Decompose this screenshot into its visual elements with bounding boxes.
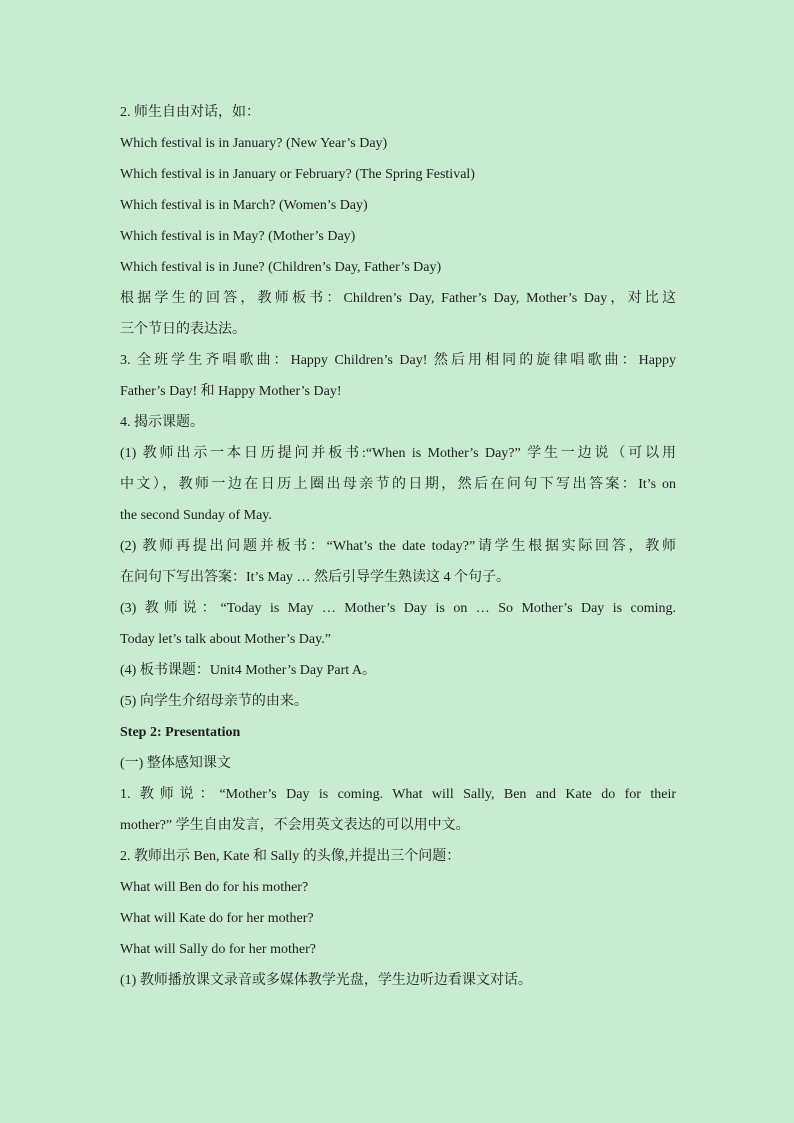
document-body — [120, 97, 676, 996]
text-line: (一) 整体感知课文 — [120, 756, 231, 771]
text-line: 根据学生的回答，教师板书：Children’s Day, Father’s Day, Mother’s Day，对比这 — [120, 291, 676, 306]
text-line: Which festival is in January? (New Year’s Day) — [120, 136, 388, 151]
text-line: (4) 板书课题：Unit4 Mother’s Day Part A。 — [120, 663, 376, 678]
text-line: What will Ben do for his mother? — [120, 880, 309, 895]
text-line: Today let’s talk about Mother’s Day.” — [120, 632, 331, 647]
text-line: 3. 全班学生齐唱歌曲：Happy Children’s Day! 然后用相同的旋律唱歌曲：Happy — [120, 353, 676, 368]
text-line: Which festival is in June? (Children’s Day, Father’s Day) — [120, 260, 442, 275]
text-line: (2) 教师再提出问题并板书：“What’s the date today?”请学生根据实际回答，教师 — [120, 539, 676, 554]
text-line: (3) 教师说：“Today is May … Mother’s Day is on … So Mother’s Day is coming. — [120, 601, 676, 616]
text-line: (5) 向学生介绍母亲节的由来。 — [120, 694, 308, 709]
section-heading: Step 2: Presentation — [120, 725, 241, 740]
text-line: 三个节日的表达法。 — [120, 322, 246, 337]
text-line: 在问句下写出答案：It’s May … 然后引导学生熟读这 4 个句子。 — [120, 570, 511, 585]
text-line: 中文），教师一边在日历上圈出母亲节的日期，然后在问句下写出答案：It’s on — [120, 477, 676, 492]
text-line: 4. 揭示课题。 — [120, 415, 204, 430]
text-line: Which festival is in May? (Mother’s Day) — [120, 229, 356, 244]
text-line: (1) 教师播放课文录音或多媒体教学光盘，学生边听边看课文对话。 — [120, 973, 532, 988]
text-line: Which festival is in March? (Women’s Day) — [120, 198, 368, 213]
text-line: 1. 教师说：“Mother’s Day is coming. What will Sally, Ben and Kate do for their — [120, 787, 676, 802]
text-line: What will Sally do for her mother? — [120, 942, 316, 957]
text-line: (1) 教师出示一本日历提问并板书:“When is Mother’s Day?” 学生一边说（可以用 — [120, 446, 676, 461]
text-line: the second Sunday of May. — [120, 508, 272, 523]
document-page — [120, 97, 676, 996]
text-line: Father’s Day! 和 Happy Mother’s Day! — [120, 384, 342, 399]
text-line: 2. 教师出示 Ben, Kate 和 Sally 的头像,并提出三个问题： — [120, 849, 461, 864]
text-line: What will Kate do for her mother? — [120, 911, 314, 926]
text-line: mother?” 学生自由发言，不会用英文表达的可以用中文。 — [120, 818, 470, 833]
text-line: Which festival is in January or February? (The Spring Festival) — [120, 167, 475, 182]
text-line: 2. 师生自由对话，如： — [120, 105, 260, 120]
